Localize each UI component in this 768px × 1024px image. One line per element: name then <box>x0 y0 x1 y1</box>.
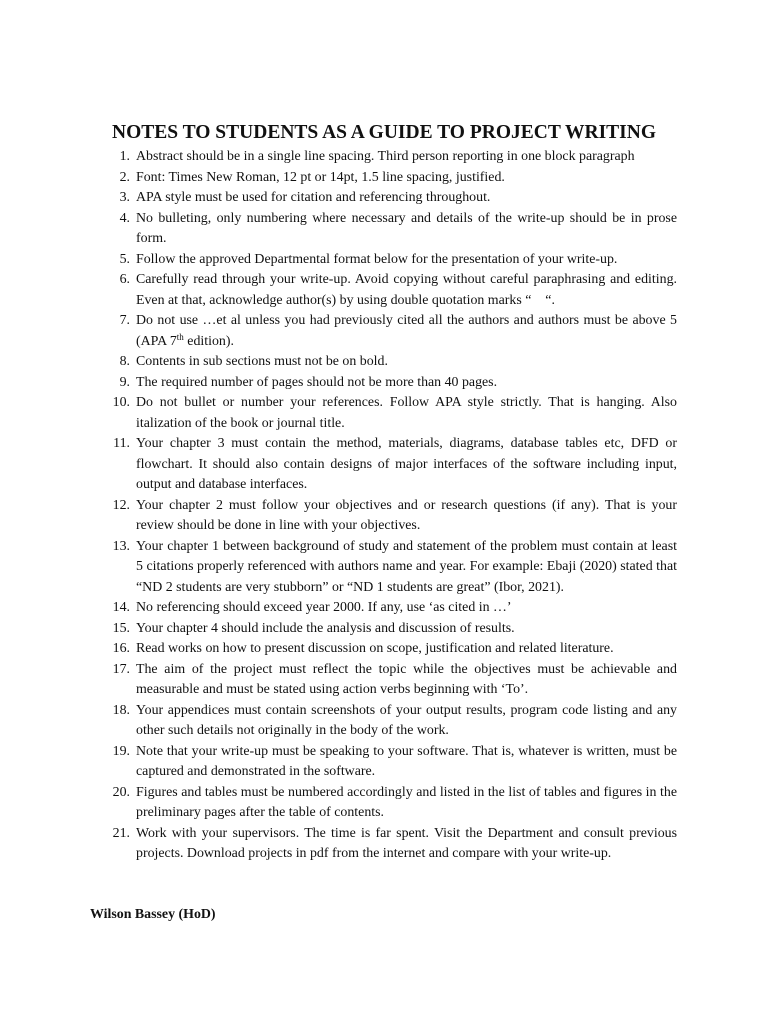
note-text: Your chapter 3 must contain the method, materials, diagrams, database tables etc, DFD or flowchart. It should also contain designs of major interfaces of the software including input, output and database interfaces. <box>136 436 677 492</box>
note-number: 12. <box>112 497 130 513</box>
note-item-10 <box>112 393 677 434</box>
note-number: 11. <box>113 436 130 451</box>
note-superscript: th <box>176 331 184 342</box>
note-text: Work with your supervisors. The time is far spent. Visit the Department and consult previous projects. Download projects in pdf from the internet and compare with your write-up. <box>136 825 677 861</box>
note-item-2 <box>119 168 677 189</box>
note-text: Read works on how to present discussion on scope, justification and related literature. <box>136 641 614 656</box>
note-number: 8. <box>119 354 130 369</box>
note-item-1 <box>119 147 677 168</box>
note-number: 21. <box>112 825 130 841</box>
note-text: The aim of the project must reflect the topic while the objectives must be achievable and measurable and must be stated using action verbs beginning with ‘To’. <box>136 661 677 697</box>
note-text: Do not bullet or number your references. Follow APA style strictly. That is hanging. Also italization of the book or journal title. <box>136 395 677 431</box>
note-item-11 <box>113 434 677 496</box>
note-item-15 <box>112 619 677 640</box>
note-item-6 <box>119 270 677 311</box>
note-number: 19. <box>112 743 130 759</box>
note-number: 16. <box>112 641 130 656</box>
note-item-20 <box>112 783 677 824</box>
note-text: No bulleting, only numbering where necessary and details of the write-up should be in prose form. <box>136 210 677 246</box>
note-number: 10. <box>112 395 130 410</box>
note-text: APA style must be used for citation and referencing throughout. <box>136 190 491 205</box>
note-text: Figures and tables must be numbered accordingly and listed in the list of tables and figures in the preliminary pages after the table of contents. <box>136 784 677 820</box>
note-item-19 <box>112 742 677 783</box>
notes-list <box>112 147 677 865</box>
note-item-4 <box>119 209 677 250</box>
note-text: Follow the approved Departmental format below for the presentation of your write-up. <box>136 251 618 267</box>
note-item-8 <box>119 352 677 373</box>
note-number: 15. <box>112 620 130 636</box>
note-number: 9. <box>119 374 130 390</box>
note-number: 13. <box>112 538 130 554</box>
note-text: Your chapter 1 between background of study and statement of the problem must contain at least 5 citations properly referenced with authors name and year. For example: Ebaji (2020) stated that “ND 2 students are very stubborn” or “ND 1 students are great” (Ibor, 2021). <box>136 538 677 595</box>
note-item-3 <box>119 188 677 209</box>
note-item-21 <box>112 824 677 865</box>
note-text: Contents in sub sections must not be on bold. <box>136 354 388 369</box>
note-number: 18. <box>112 702 130 718</box>
note-text: Your appendices must contain screenshots of your output results, program code listing and any other such details not originally in the body of the work. <box>136 702 677 738</box>
note-item-13 <box>112 537 677 599</box>
note-item-12 <box>112 496 677 537</box>
note-item-17 <box>112 660 677 701</box>
note-item-16 <box>112 639 677 660</box>
note-number: 6. <box>119 272 130 287</box>
note-text: Font: Times New Roman, 12 pt or 14pt, 1.5 line spacing, justified. <box>136 169 505 185</box>
note-number: 20. <box>112 784 130 800</box>
note-text: Note that your write-up must be speaking to your software. That is, whatever is written, must be captured and demonstrated in the software. <box>136 743 677 779</box>
signature: Wilson Bassey (HoD) <box>90 907 216 922</box>
note-number: 17. <box>112 661 130 677</box>
note-number: 2. <box>119 169 130 185</box>
note-text: No referencing should exceed year 2000. If any, use ‘as cited in …’ <box>136 600 512 615</box>
note-item-18 <box>112 701 677 742</box>
note-text: Do not use …et al unless you had previously cited all the authors and authors must be above 5 (APA 7 <box>136 313 677 349</box>
note-text: The required number of pages should not be more than 40 pages. <box>136 374 498 390</box>
note-text: Your chapter 4 should include the analysis and discussion of results. <box>136 620 515 636</box>
note-item-14 <box>112 598 677 619</box>
note-number: 4. <box>119 210 130 226</box>
note-text: Carefully read through your write-up. Avoid copying without careful paraphrasing and editing. Even at that, acknowledge author(s) by using double quotation marks “ “. <box>136 272 677 308</box>
note-number: 3. <box>119 190 130 205</box>
note-number: 1. <box>119 149 130 164</box>
note-item-5 <box>119 250 677 271</box>
note-item-7 <box>119 311 677 352</box>
note-item-9 <box>119 373 677 394</box>
note-number: 7. <box>119 313 130 328</box>
page-title: NOTES TO STUDENTS AS A GUIDE TO PROJECT WRITING <box>111 122 657 143</box>
note-text-continued: edition). <box>183 333 234 349</box>
note-number: 5. <box>119 251 130 267</box>
note-text: Your chapter 2 must follow your objectives and or research questions (if any). That is your review should be done in line with your objectives. <box>136 497 677 533</box>
note-number: 14. <box>112 600 130 615</box>
note-text: Abstract should be in a single line spacing. Third person reporting in one block paragraph <box>136 149 635 164</box>
